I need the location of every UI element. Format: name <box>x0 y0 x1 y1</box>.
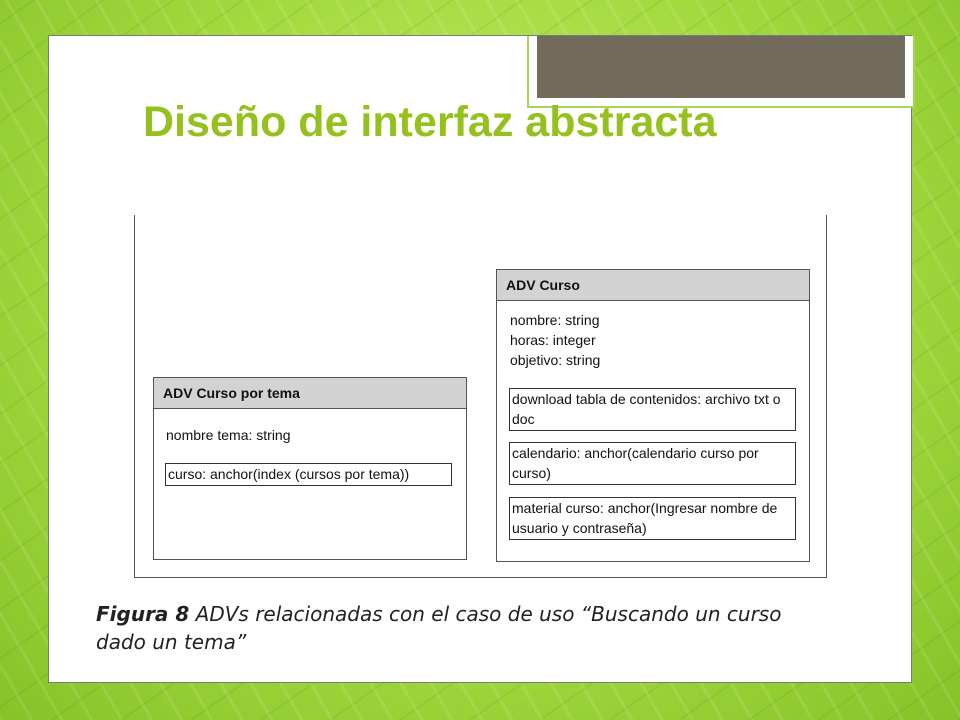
figure-caption-text: ADVs relacionadas con el caso de uso “Buscando un curso dado un tema” <box>96 602 782 654</box>
attribute-objetivo: objetivo: string <box>510 352 601 368</box>
diagram-frame <box>134 215 827 578</box>
title-decoration-fill <box>537 36 905 98</box>
adv-curso-box <box>496 269 810 562</box>
figure-label: Figura 8 <box>96 602 190 626</box>
attribute-horas: horas: integer <box>510 332 596 348</box>
anchor-material-curso: material curso: anchor(Ingresar nombre de usuario y contraseña) <box>509 497 796 540</box>
anchor-curso: curso: anchor(index (cursos por tema)) <box>165 463 452 486</box>
adv-curso-por-tema-header: ADV Curso por tema <box>154 378 466 409</box>
figure-caption <box>96 600 826 656</box>
anchor-download-tabla: download tabla de contenidos: archivo txt o doc <box>509 388 796 431</box>
adv-curso-por-tema-box <box>153 377 467 560</box>
attribute-nombre-tema: nombre tema: string <box>166 427 291 443</box>
attribute-nombre: nombre: string <box>510 312 600 328</box>
adv-curso-header: ADV Curso <box>497 270 809 301</box>
anchor-calendario: calendario: anchor(calendario curso por curso) <box>509 442 796 485</box>
slide-title: Diseño de interfaz abstracta <box>143 98 717 146</box>
